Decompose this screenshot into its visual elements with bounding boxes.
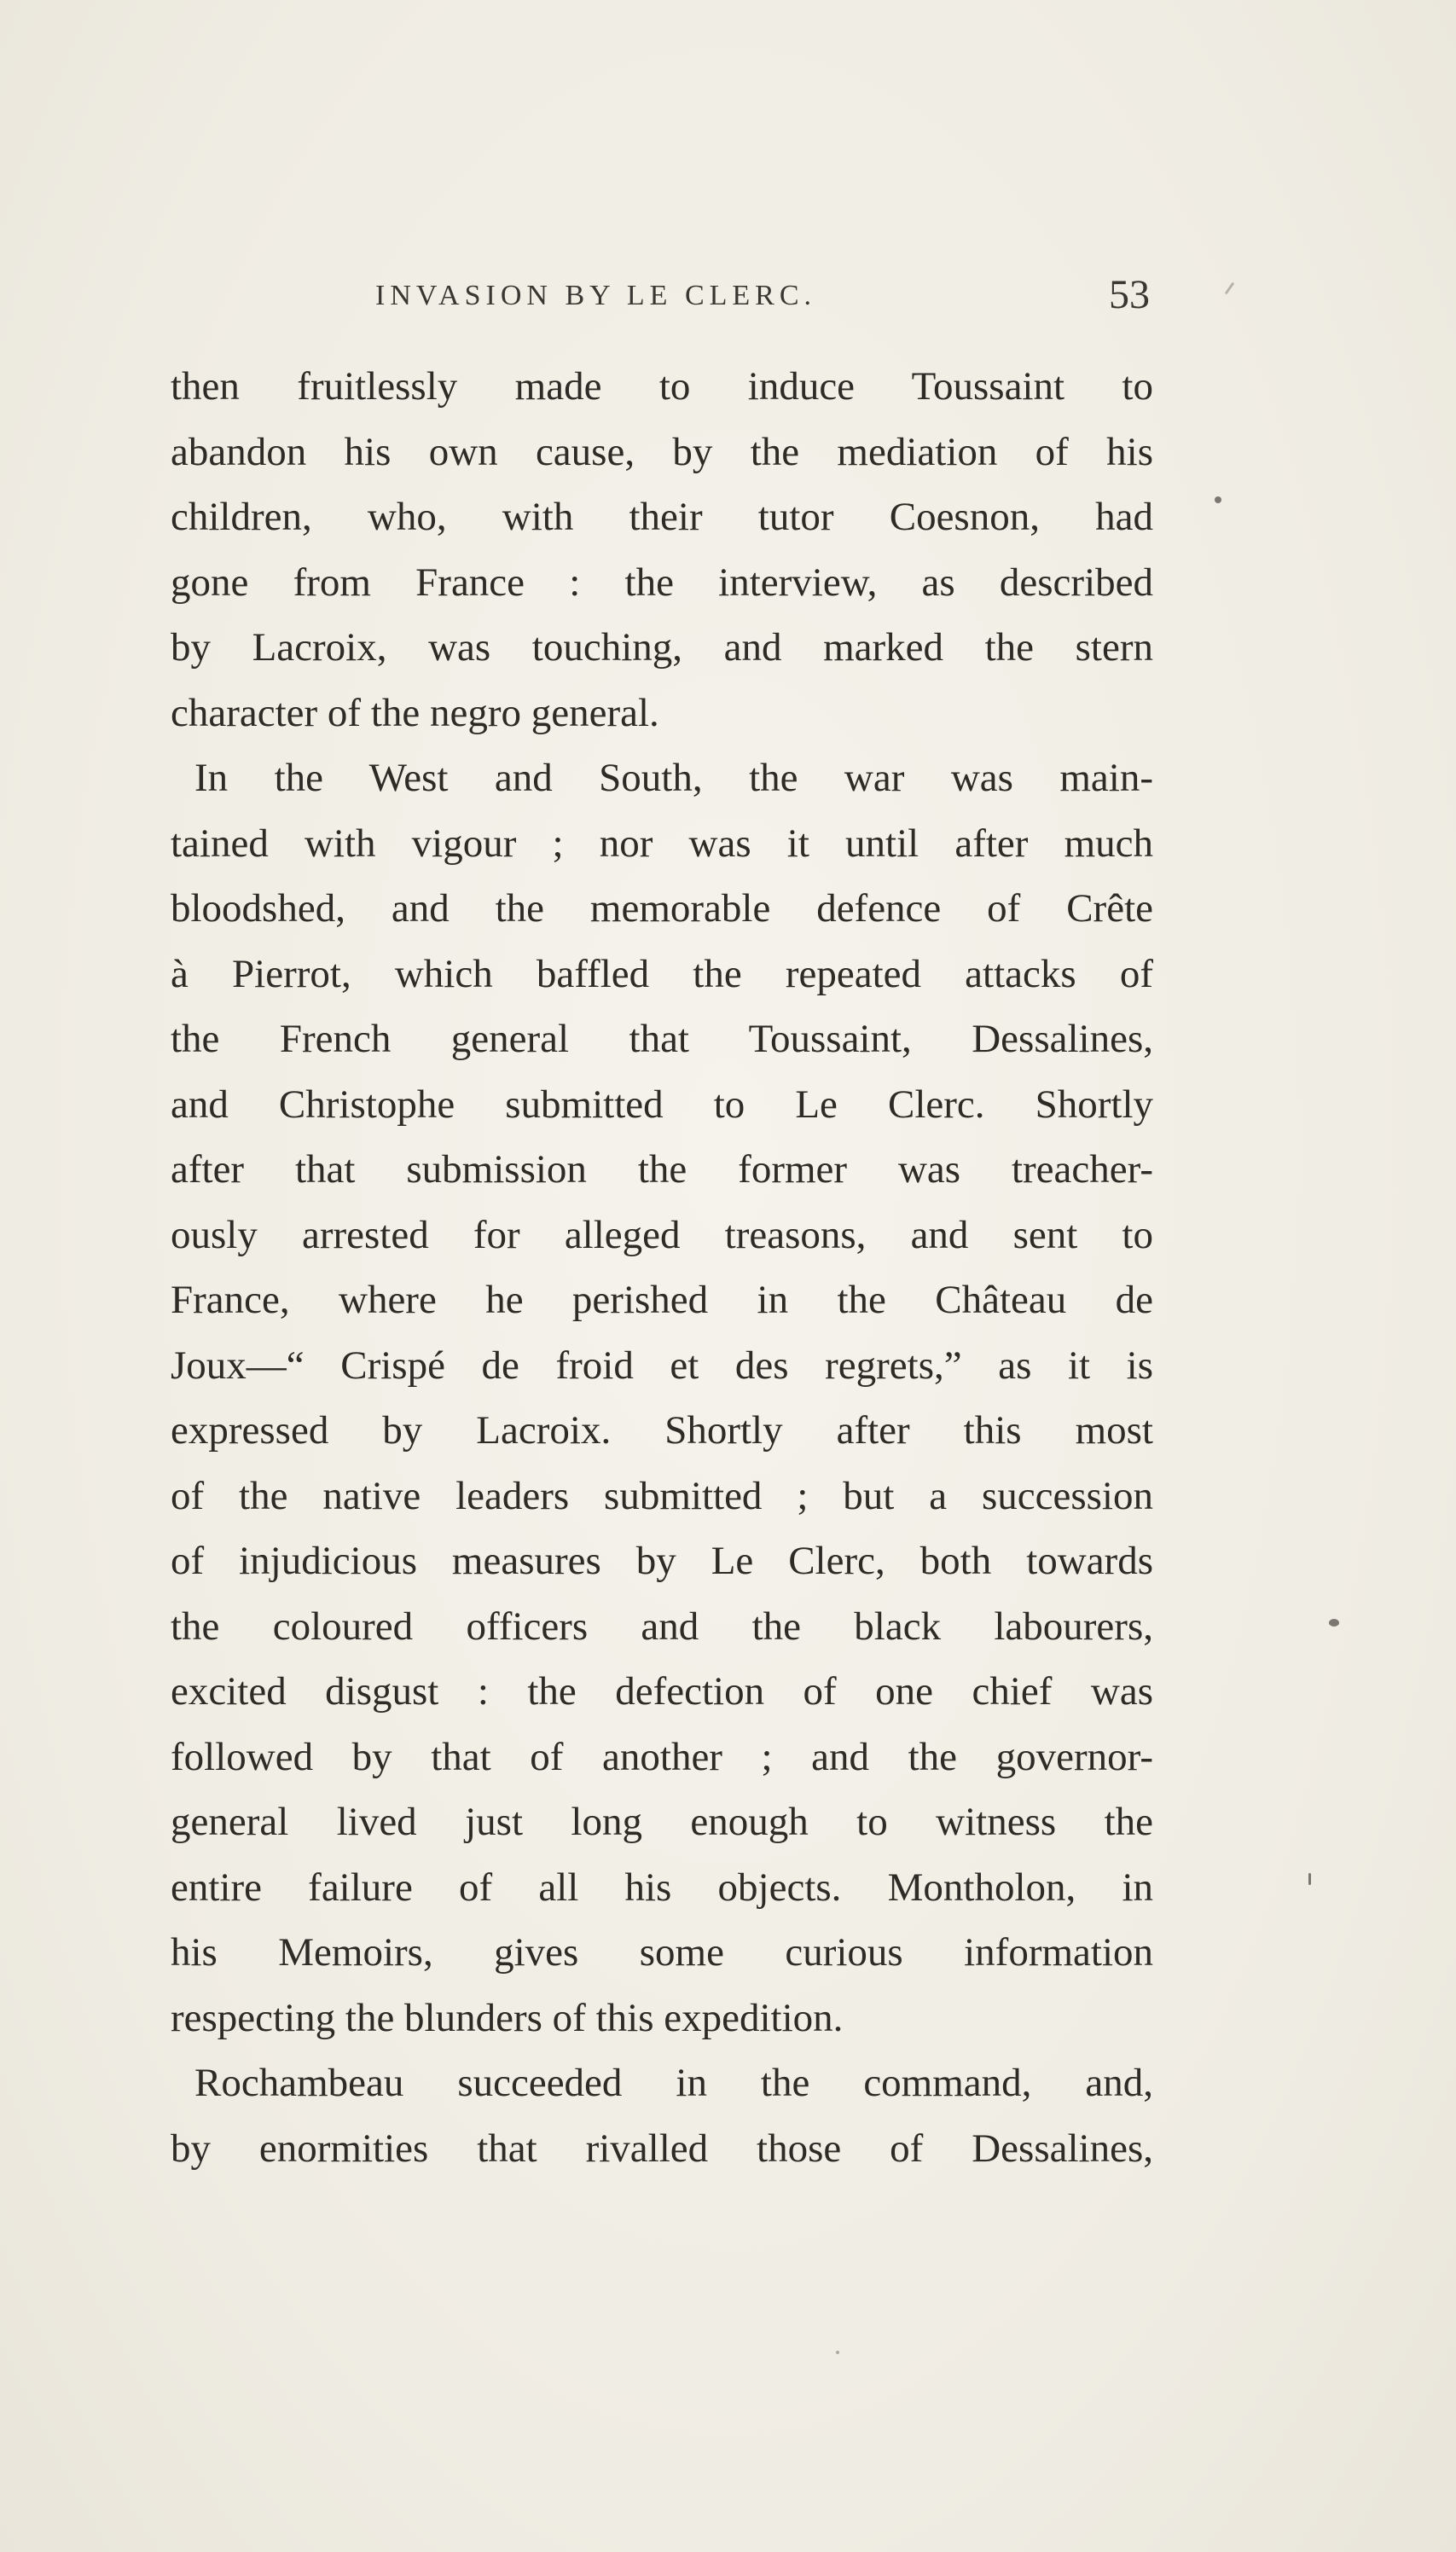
text-line: In the West and South, the war was main- <box>194 756 1153 800</box>
text-line: of the native leaders submitted ; but a succession <box>171 1473 1153 1518</box>
running-title: INVASION BY LE CLERC. <box>375 280 817 311</box>
text-line: ously arrested for alleged treasons, and sent to <box>171 1212 1153 1257</box>
text-line: respecting the blunders of this expedition. <box>171 1995 844 2040</box>
text-line: then fruitlessly made to induce Toussaint to <box>171 364 1153 409</box>
text-line: Joux—“ Crispé de froid et des regrets,” as it is <box>171 1343 1153 1388</box>
paper-speck <box>836 2351 839 2354</box>
text-line: the coloured officers and the black labourers, <box>171 1604 1153 1649</box>
text-line: of injudicious measures by Le Clerc, both towards <box>171 1539 1153 1583</box>
text-line: entire failure of all his objects. Montholon, in <box>171 1865 1153 1910</box>
text-line: France, where he perished in the Château de <box>171 1278 1153 1322</box>
text-line: character of the negro general. <box>171 690 659 735</box>
body-text <box>171 354 1153 2181</box>
text-line: after that submission the former was treacher- <box>171 1147 1153 1192</box>
text-line: abandon his own cause, by the mediation of his <box>171 429 1153 474</box>
text-line: children, who, with their tutor Coesnon, had <box>171 495 1153 539</box>
text-line: general lived just long enough to witness the <box>171 1800 1153 1844</box>
text-line: by Lacroix, was touching, and marked the stern <box>171 625 1153 670</box>
text-line: à Pierrot, which baffled the repeated attacks of <box>171 951 1153 996</box>
paper-speck <box>1225 282 1235 295</box>
running-head <box>171 271 1160 322</box>
text-line: the French general that Toussaint, Dessalines, <box>171 1017 1153 1061</box>
page-number: 53 <box>1109 272 1150 317</box>
text-line: followed by that of another ; and the governor- <box>171 1734 1153 1779</box>
paper-speck <box>1215 496 1221 503</box>
text-line: bloodshed, and the memorable defence of Crête <box>171 886 1153 931</box>
text-line: excited disgust : the defection of one chief was <box>171 1669 1153 1714</box>
text-line: and Christophe submitted to Le Clerc. Shortly <box>171 1082 1153 1127</box>
text-line: Rochambeau succeeded in the command, and, <box>194 2061 1153 2105</box>
text-line: gone from France : the interview, as described <box>171 560 1153 605</box>
text-line: tained with vigour ; nor was it until after much <box>171 821 1153 866</box>
text-line: expressed by Lacroix. Shortly after this most <box>171 1408 1153 1453</box>
paper-speck <box>1308 1873 1311 1885</box>
text-line: his Memoirs, gives some curious information <box>171 1930 1153 1975</box>
text-line: by enormities that rivalled those of Dessalines, <box>171 2126 1153 2171</box>
paper-speck <box>1329 1619 1339 1627</box>
